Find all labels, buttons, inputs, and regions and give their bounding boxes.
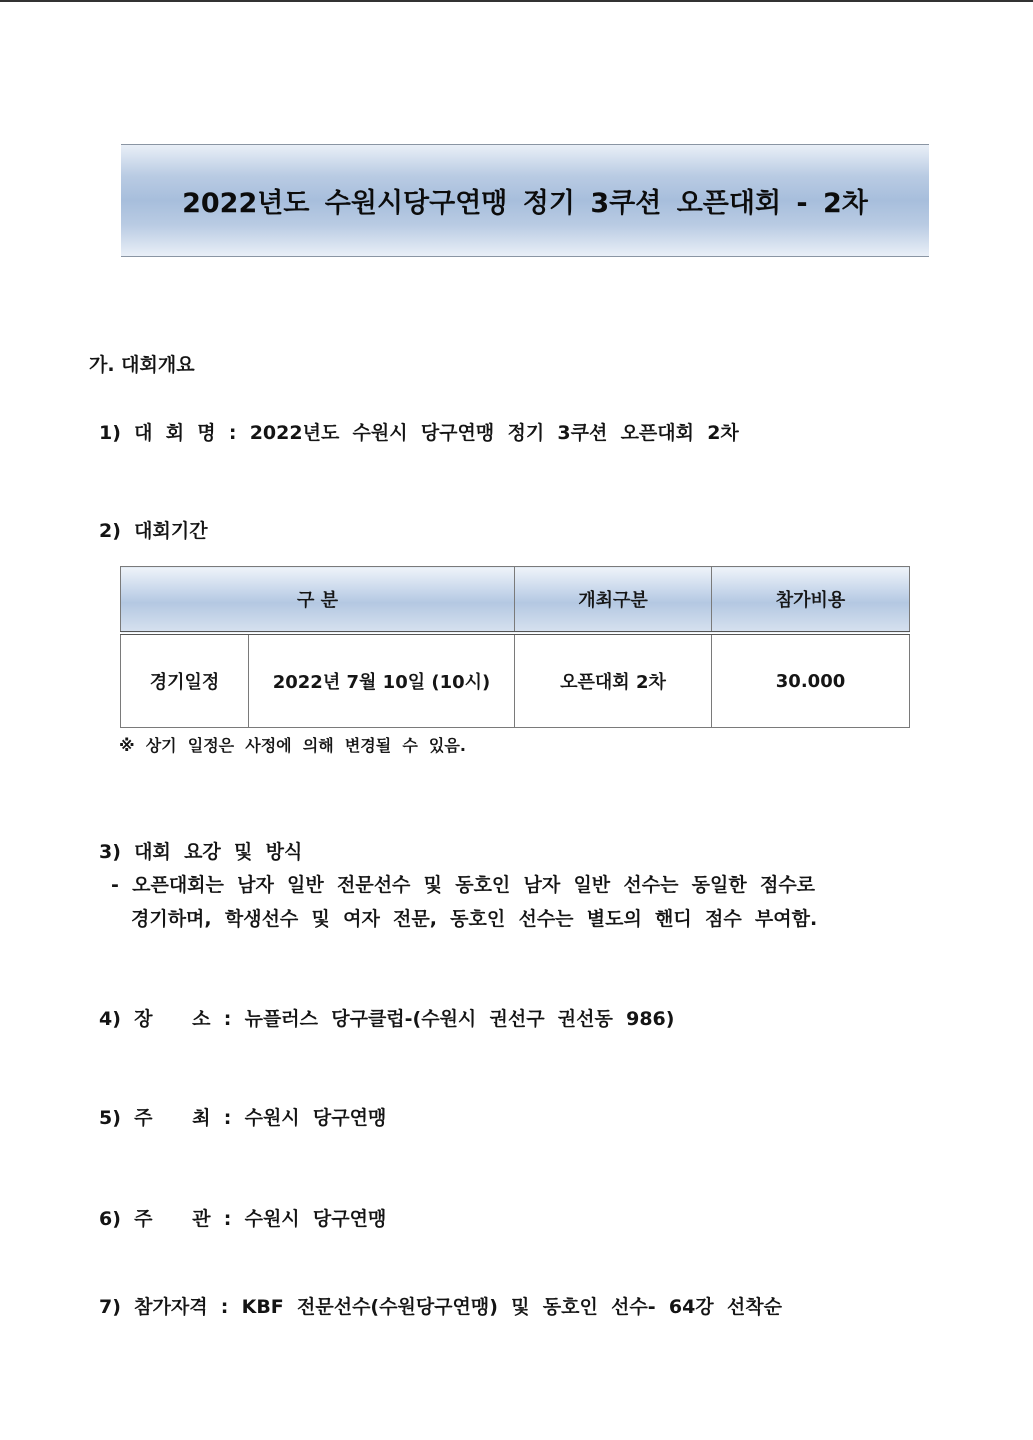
section-heading: 가. 대회개요	[89, 354, 195, 376]
schedule-note: ※ 상기 일정은 사정에 의해 변경될 수 있음.	[119, 736, 466, 755]
organizer-line: 6) 주 관 : 수원시 당구연맹	[99, 1208, 387, 1230]
rules-line-2: 경기하며, 학생선수 및 여자 전문, 동호인 선수는 별도의 핸디 점수 부여함.	[131, 908, 818, 930]
title-banner	[121, 144, 929, 257]
cell-event-type: 오픈대회 2차	[515, 633, 712, 728]
rules-line-1: - 오픈대회는 남자 일반 전문선수 및 동호인 남자 일반 선수는 동일한 점수로	[111, 874, 816, 896]
header-event-type: 개최구분	[515, 567, 712, 634]
header-entry-fee: 참가비용	[712, 567, 910, 634]
schedule-table	[120, 566, 910, 728]
rules-heading: 3) 대회 요강 및 방식	[99, 841, 303, 863]
table-header-row	[121, 567, 910, 634]
eligibility-line: 7) 참가자격 : KBF 전문선수(수원당구연맹) 및 동호인 선수- 64강 선착순	[99, 1296, 782, 1318]
event-name-line: 1) 대 회 명 : 2022년도 수원시 당구연맹 정기 3쿠션 오픈대회 2차	[99, 422, 739, 444]
table-row	[121, 633, 910, 728]
host-line: 5) 주 최 : 수원시 당구연맹	[99, 1107, 387, 1129]
document-title: 2022년도 수원시당구연맹 정기 3쿠션 오픈대회 - 2차	[182, 188, 868, 219]
cell-row-label: 경기일정	[121, 633, 249, 728]
page-top-rule	[0, 0, 1033, 2]
cell-date: 2022년 7월 10일 (10시)	[249, 633, 515, 728]
event-period-heading: 2) 대회기간	[99, 520, 208, 542]
venue-line: 4) 장 소 : 뉴플러스 당구클럽-(수원시 권선구 권선동 986)	[99, 1008, 675, 1030]
header-category: 구 분	[121, 567, 515, 634]
cell-entry-fee: 30.000	[712, 633, 910, 728]
